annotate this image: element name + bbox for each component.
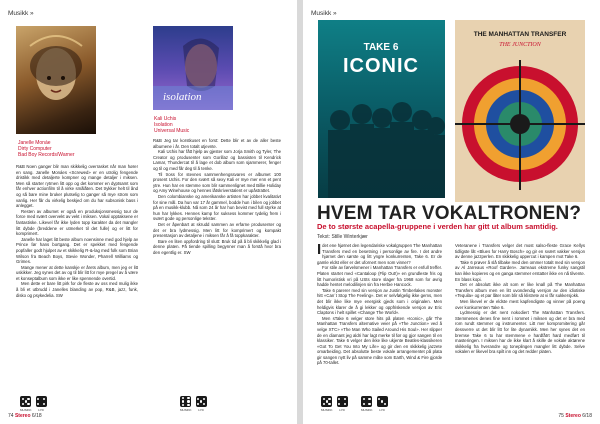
paragraph: Det er åpenbart at skrudd sammen av erfarne produsenter og det er bra lydmessig. Men litt for komprimert og kompakt presentasjon av detaljene i miksen får å få toppkarakter. [153, 221, 281, 239]
score-die [337, 396, 348, 412]
album-cover-art [318, 20, 445, 198]
die-pip [37, 403, 39, 405]
album-title: Isolation [154, 122, 173, 129]
die-label: MUSIKK [20, 408, 32, 412]
article-column-1 [317, 243, 442, 366]
artist-name: Kali Uchis [154, 116, 177, 122]
paragraph: Kali Uchis har fått hjelp av gjester som Jorja Smith og Tyler, The Creator og produsenter som Gorillaz og bassisten til Kendrick Lamar, Thundercat til å lage et dob album som sjammerer, fenger og til og med får deg til å tenke. [153, 149, 281, 171]
die-pip [363, 398, 365, 400]
paragraph: Men sTake 6 velger store hits på platen «Iconic», går The Manhattan Transfers alternative veier på «The Junction» ved å velge XTC» «The Man Who Sailed Around His Soul». Her slipper de en diamant jeg aldri har lagt merke til før og gjor sangen til en klassiker. Take 6 velger den ikke like ukjente Beatles-klassikeren «Got To Get You Into My Life» og gir den en skikkelig jazzete omarbeiding. Det absolutte beste vokale arrangementet på plata gir sangen nytt liv på samme måte som Earth, Wind & Fire gjorde på 70-tallet. [317, 315, 442, 366]
die-pip [203, 403, 205, 405]
score-die [377, 396, 388, 412]
die-face [361, 396, 372, 407]
die-pip [22, 403, 24, 405]
cover-subtitle-junction: THE JUNCTION [499, 42, 541, 48]
article-byline: Tekst: Stille Winterkjær [317, 234, 368, 240]
score-dice-take6 [321, 396, 348, 412]
die-face [20, 396, 31, 407]
die-face [196, 396, 207, 407]
die-pip [43, 398, 45, 400]
artist-name: Janelle Monáe [18, 140, 51, 146]
paragraph: Den colombianske og amerikanske artisten har jobbet kvalitativt for sine mål. Da hun var 17 år gammel, bodde hun i bilen og jobbet på en musikk-klubb. Nå som 24 år har hun bevist med full styrke at hun har lykkes. Hennes kamp for suksess kommer tydelig frem i svært gode og personlige tekster. [153, 193, 281, 222]
album-cover-art [153, 26, 233, 110]
drop-cap: I [317, 241, 322, 258]
record-label: Universal Music [154, 128, 190, 135]
album-cover-isolation [153, 26, 233, 110]
article-deck: De to største acapella-gruppene i verden har gitt ut album samtidig. [317, 222, 558, 231]
paragraph: det ene hjørnet den legendariske vokalgruppen The Manhattan Transfers med en besetning i personlige av fire. I det andre hjørnet den sørste og litt yngre konkurrenten, Take 6. Er de gamle eldst eller er det ufornert men som vinner? [317, 243, 443, 265]
die-pip [323, 403, 325, 405]
paragraph: Det er absolutt ikke alt som er like knall på The Manhattan Transfers album men en litt uvondendig versjon av den idiotiske «Tequila» og et par låter som blir så klistrete at vi får sukkersjokk. [455, 282, 585, 299]
score-die [321, 396, 333, 412]
review-body-janelle [16, 164, 138, 298]
paragraph: Men dette er bare litt pirk for de fleste av oss med mulig ikke å bli et utbrudd i Janelles blanding av pop, R&B, jazz, funk, disko og psykedelia. SW [16, 281, 138, 298]
die-pip [182, 397, 184, 399]
die-pip [187, 397, 189, 399]
article-headline: HVEM TAR VOKALTRONEN? [317, 203, 582, 224]
review-credits-janelle [18, 140, 75, 159]
die-label: LYD [379, 408, 385, 412]
page-folio [8, 413, 42, 419]
die-label: MUSIKK [321, 408, 333, 412]
score-die [361, 396, 373, 412]
magazine-name: Stereo [14, 413, 31, 419]
page-number: 74 [8, 413, 14, 419]
album-cover-iconic [318, 20, 445, 198]
score-dice-kali [180, 396, 207, 412]
die-face [36, 396, 47, 407]
die-pip [187, 400, 189, 402]
paragraph: Mange mener at dette kanskje er årets album, men jeg er litt uskikker. Jeg synes det av og til blir litt for mye pregel av å være et konseptalbum som ikke er like spennende overtid. [16, 264, 138, 281]
die-pip [27, 403, 29, 405]
score-die [36, 396, 47, 412]
die-label: MUSIKK [180, 408, 192, 412]
album-cover-junction [455, 20, 585, 202]
review-body-kali [153, 138, 281, 255]
die-label: MUSIKK [361, 408, 373, 412]
die-pip [381, 400, 383, 402]
die-label: LYD [339, 408, 345, 412]
magazine-name: Stereo [565, 413, 581, 419]
paragraph: R&B Noen ganger blir man skikkelig overrasket når man hører en sang. Janelle Monáes «Screwed» er en utrolig fengende dristikk med detaljerte kompner og mange detaljer i miksen. Men så starter rytmen litt opp og det kommer en dyptsamt som får enhver actionfilm til å virke smålåten. Det trykker helt til ånd og så bare mine bruker plutselig to ganger så mye strom som vanlig. Her får du virkelig beskjed om du har subsonisk bass i anlegget. [16, 164, 138, 209]
review-credits-kali [154, 116, 189, 135]
die-pip [37, 398, 39, 400]
album-cover-art [16, 26, 96, 134]
paragraph: R&B Jeg tar korstkuset en forst: Dette blir et av de aller beste albumene i år. Den totalt utjevnte. [153, 138, 281, 149]
section-kicker: Musikk » [8, 10, 34, 17]
page-number: 75 [558, 413, 564, 419]
paragraph: Bare en liten oppfordring til slutt: Bruk tid på å bli skikkelig glad i denne platen. På tiende spilling begynner man å forstå hvor bra den egentlig er. SW [153, 238, 281, 255]
die-pip [344, 403, 346, 405]
score-die [20, 396, 32, 412]
die-pip [27, 398, 29, 400]
page-folio [558, 413, 592, 419]
paragraph: For stile av førvelsmener i Manhattan Transfers er enfull treffer. Platen startet med «Cantaloop (Flip Out!)» en grundleste fris og litt humoristisk vri på USts store slager fra 1968 som for øvrig hadde hentet melodilinjen sin fra Herbie Hancock. [317, 265, 442, 288]
cover-subtitle-iconic: ICONIC [343, 55, 419, 77]
score-die [180, 396, 192, 412]
die-face [180, 396, 191, 407]
album-cover-art [455, 20, 585, 202]
die-pip [182, 400, 184, 402]
album-cover-dirty-computer [16, 26, 96, 134]
cover-title-manhattan: THE MANHATTAN TRANSFER [473, 31, 567, 38]
die-pip [344, 398, 346, 400]
article-column-2 [455, 243, 585, 355]
die-pip [200, 400, 202, 402]
paragraph: Lydmessig er det nent nokodiert The Manhattan Transfers. Stemmenes denes fine nent i rommet i miksen og det er bra med rom rundt stemmer og instrumenter. Litt mer kompromitering går dessverre ut det blir litt for lite dynamikk. Men her synes det en bremse Take 6 to har stemmene e hardfåtrt hard medført til masteringen. I miksen har de ikke klart å skille de vokale aktørene skikkelig fra hverandre og toneplingen mangler litt dybde. Selve vokalen er likevel bra spilt inn og det redder platen. [455, 310, 585, 355]
paragraph: Men likevel er de eldste mest kapfendigste og vinner på poeng over konkurrenten Take 6. [455, 298, 585, 310]
die-face [337, 396, 348, 407]
die-pip [197, 398, 199, 400]
score-dice-manhattan [361, 396, 388, 412]
score-die [196, 396, 207, 412]
paragraph: Take 6 parerer med sin versjon av Justin Timberlakes monster hitt «Can´t Stop The Feeling». Det er selvfølgelig ikke gems, men det blir ikke like mye energisk gjeds som i originalen. Men heldigvis klarer de å gi lekker og oppfriskende versjon av Eric Claptons i helt spillet «Change The World». [317, 287, 442, 316]
section-kicker: Musikk » [311, 10, 337, 17]
die-pip [363, 403, 365, 405]
die-pip [368, 403, 370, 405]
issue-number: 6/18 [31, 413, 42, 419]
die-pip [182, 404, 184, 406]
die-pip [378, 398, 380, 400]
die-pip [328, 398, 330, 400]
paragraph: Take 6 prøver å slå tilbake med den ommer totalt med sin versjon av Al Jarreaus «Roof Garden». Jarreaus ekstreme funky sangstil kan ikke kopieres og en ganga stemmer erstatter ikke en nå tilvente. En blass kopi. [455, 259, 585, 282]
score-dice-janelle [20, 396, 47, 412]
paragraph: Til tross for stevnes sammenhengssvares er albumet 100 prosent Uchis. For den svært så sexy Kali er mye mer enn et pent ytre. Hun har en stemme som blir sammenlignet med Billie Holiday og Amy Winehouse og hennes låtskriverstalent er upåstrattet. [153, 171, 281, 194]
paragraph: Janelle har laget litt beste album noensinne med god hjelp av Prince før hans bortgang. Det er spekket med fengende popfaller godt hjulpet av et skikkelig R-&-lag med folk som Brian Wilson fra Beach Boys, Stevie Wonder, Pharrell Williams og Grimes. [16, 236, 138, 265]
cover-title-take6: TAKE 6 [363, 42, 399, 53]
die-pip [197, 403, 199, 405]
die-pip [203, 398, 205, 400]
record-label: Bad Boy Records/Warner [18, 152, 75, 159]
die-pip [338, 398, 340, 400]
die-pip [43, 403, 45, 405]
paragraph: Resten av albumet er også en produksjonsmessig tour de force med svært overvekt av vekt i miksen. Vokal opptaksene er fantastiske. Likevel får ikke lyden topp karakter da det mangler litt dybde (breddene er utmerket til det fulle) og er litt for komprimert. [16, 208, 138, 237]
die-pip [22, 398, 24, 400]
right-page [303, 0, 600, 424]
issue-number: 6/18 [582, 413, 592, 419]
paragraph: Veteranene i Transfers velger det most salso-fleste Grace Kellys tidligste låt «Blues for Harry Bosch» og gir en svært vakker versjon av denne jazzperlen. En skikkelig uppercut i kampen mot Take 6. [455, 243, 585, 260]
die-pip [187, 404, 189, 406]
album-title: Dirty Computer [18, 146, 52, 153]
die-label: LYD [198, 408, 204, 412]
die-pip [368, 398, 370, 400]
die-face [321, 396, 332, 407]
die-pip [338, 403, 340, 405]
left-page [0, 0, 297, 424]
die-pip [323, 398, 325, 400]
die-face [377, 396, 388, 407]
die-label: LYD [38, 408, 44, 412]
svg-text:isolation: isolation [163, 91, 202, 103]
die-pip [384, 403, 386, 405]
die-pip [328, 403, 330, 405]
